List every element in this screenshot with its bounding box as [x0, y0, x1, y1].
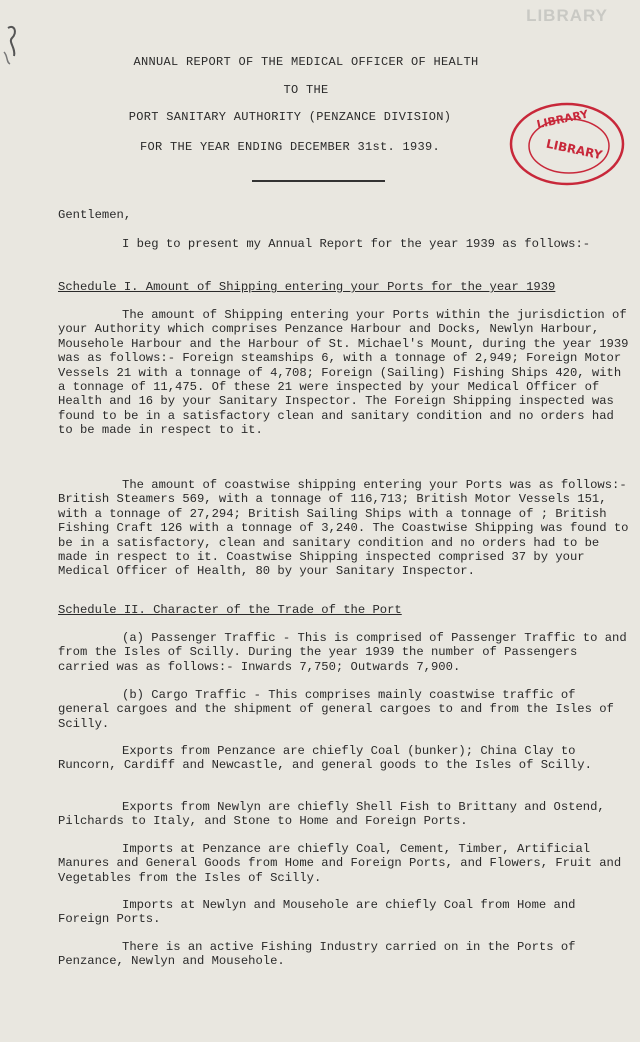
salutation: Gentlemen, — [58, 208, 132, 222]
schedule-1-heading: Schedule I. Amount of Shipping entering your Ports for the year 1939 — [58, 280, 556, 294]
report-title: ANNUAL REPORT OF THE MEDICAL OFFICER OF HEALTH — [133, 55, 479, 69]
report-authority: PORT SANITARY AUTHORITY (PENZANCE DIVISION) — [128, 110, 452, 124]
title-rule — [252, 180, 385, 182]
schedule-2-paragraph-b: (b) Cargo Traffic - This comprises mainly coastwise traffic of general cargoes and the shipment of general cargoes to and from the Isles of Scilly. — [58, 688, 614, 731]
schedule-1-paragraph-2: The amount of coastwise shipping entering your Ports was as follows:- British Steamers 569, with a tonnage of 116,713; British Motor Vessels 151, with a tonnage of 27,294; British Sailing Ships with a tonnage of ; British Fishing Craft 126 with a tonnage of 3,240. The Coastwise Shipping was found to be in a satisfactory, clean and sanitary condition and no orders had to be made in respect to it. Coastwise Shipping inspected comprised 37 by your Medical Officer of Health, 80 by your Sanitary Inspector. — [58, 478, 629, 579]
intro-paragraph: I beg to present my Annual Report for the year 1939 as follows:- — [122, 237, 591, 251]
svg-text:LIBRARY: LIBRARY — [544, 136, 604, 163]
schedule-2-imports-newlyn: Imports at Newlyn and Mousehole are chiefly Coal from Home and Foreign Ports. — [58, 898, 576, 927]
schedule-2-exports-newlyn: Exports from Newlyn are chiefly Shell Fish to Brittany and Ostend, Pilchards to Italy, and Stone to Home and Foreign Ports. — [58, 800, 605, 829]
library-seal-stamp — [507, 100, 627, 188]
report-year: FOR THE YEAR ENDING DECEMBER 31st. 1939. — [139, 140, 441, 154]
schedule-2-paragraph-a: (a) Passenger Traffic - This is comprised of Passenger Traffic to and from the Isles of Scilly. During the year 1939 the number of Passengers carried was as follows:- Inwards 7,750; Outwards 7,900. — [58, 631, 627, 674]
schedule-2-imports-penzance: Imports at Penzance are chiefly Coal, Cement, Timber, Artificial Manures and General Goods from Home and Foreign Ports, and Flowers, Fruit and Vegetables from the Isles of Scilly. — [58, 842, 622, 885]
svg-text:LIBRARY: LIBRARY — [535, 107, 590, 132]
schedule-2-fishing-industry: There is an active Fishing Industry carried on in the Ports of Penzance, Newlyn and Mousehole. — [58, 940, 576, 969]
report-title-to: TO THE — [283, 83, 329, 97]
schedule-1-paragraph-1: The amount of Shipping entering your Ports within the jurisdiction of your Authority which comprises Penzance Harbour and Docks, Newlyn Harbour, Mousehole Harbour and the Harbour of St. Michael's Mount, during the year 1939 was as follows:- Foreign steamships 6, with a tonnage of 2,949; Foreign Motor Vessels 21 with a tonnage of 4,708; Foreign (Sailing) Fishing Ships 420, with a tonnage of 11,475. Of these 21 were inspected by your Medical Officer of Health and 16 by your Sanitary Inspector. The Foreign Shipping inspected was found to be in a satisfactory clean and sanitary condition and no orders had to be made in respect to it. — [58, 308, 629, 438]
library-stamp: LIBRARY — [526, 6, 608, 25]
schedule-2-heading: Schedule II. Character of the Trade of the Port — [58, 603, 402, 617]
schedule-2-exports-penzance: Exports from Penzance are chiefly Coal (bunker); China Clay to Runcorn, Cardiff and Newcastle, and general goods to the Isles of Scilly. — [58, 744, 592, 773]
